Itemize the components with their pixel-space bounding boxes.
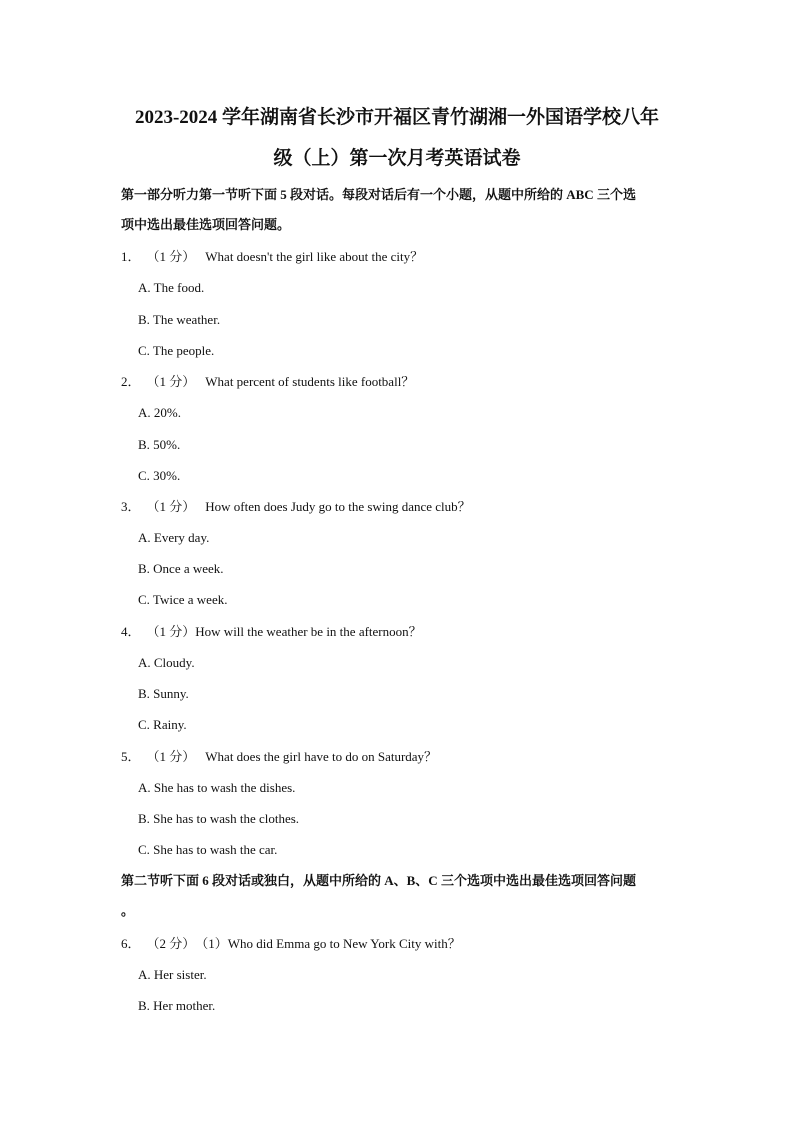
question-score: （1 分） [146,249,196,264]
question-2-option-c: C. 30%. [138,468,181,483]
question-score: （1 分） [146,749,196,764]
question-number: 6． [121,936,141,951]
question-5-option-b: B. She has to wash the clothes. [138,811,300,826]
question-4-option-c: C. Rainy. [138,717,187,732]
question-2-option-b: B. 50%. [138,437,181,452]
question-4-option-b: B. Sunny. [138,686,189,701]
question-text: How often does Judy go to the swing dance club？ [205,499,471,514]
question-text: （1）Who did Emma go to New York City with？ [195,936,461,951]
question-4 [121,623,681,641]
question-text: What doesn't the girl like about the city？ [205,249,424,264]
question-3-option-b: B. Once a week. [138,561,224,576]
question-text: How will the weather be in the afternoon？ [195,624,422,639]
question-number: 1． [121,249,141,264]
question-number: 4． [121,624,141,639]
question-number: 5． [121,749,141,764]
question-3 [121,498,681,516]
question-2-option-a: A. 20%. [138,405,181,420]
exam-title-line-1: 2023-2024 学年湖南省长沙市开福区青竹湖湘一外国语学校八年 [134,107,660,128]
question-6 [121,935,681,953]
question-5 [121,748,681,766]
section-2-instruction-line-2: 。 [121,903,135,918]
question-number: 2． [121,374,141,389]
question-6-option-a: A. Her sister. [138,967,207,982]
question-5-option-a: A. She has to wash the dishes. [138,780,296,795]
section-2-instruction-line-1: 第二节听下面 6 段对话或独白，从题中所给的 A、B、C 三个选项中选出最佳选项回答问题 [121,873,636,888]
exam-title-line-2: 级（上）第一次月考英语试卷 [273,148,521,169]
question-1 [121,248,681,266]
question-4-option-a: A. Cloudy. [138,655,195,670]
question-score: （1 分） [146,499,196,514]
question-1-option-a: A. The food. [138,280,205,295]
question-3-option-a: A. Every day. [138,530,210,545]
question-5-option-c: C. She has to wash the car. [138,842,278,857]
question-text: What percent of students like football？ [205,374,415,389]
question-text: What does the girl have to do on Saturday？ [205,749,438,764]
question-2 [121,373,681,391]
question-6-option-b: B. Her mother. [138,998,216,1013]
question-score: （1 分） [146,374,196,389]
question-1-option-b: B. The weather. [138,312,221,327]
section-1-instruction-line-1: 第一部分听力第一节听下面 5 段对话。每段对话后有一个小题，从题中所给的 ABC 三个选 [121,187,636,202]
question-1-option-c: C. The people. [138,343,215,358]
question-score: （2 分） [146,936,196,951]
question-3-option-c: C. Twice a week. [138,592,228,607]
question-score: （1 分） [146,624,196,639]
question-number: 3． [121,499,141,514]
section-1-instruction-line-2: 项中选出最佳选项回答问题。 [121,217,291,232]
